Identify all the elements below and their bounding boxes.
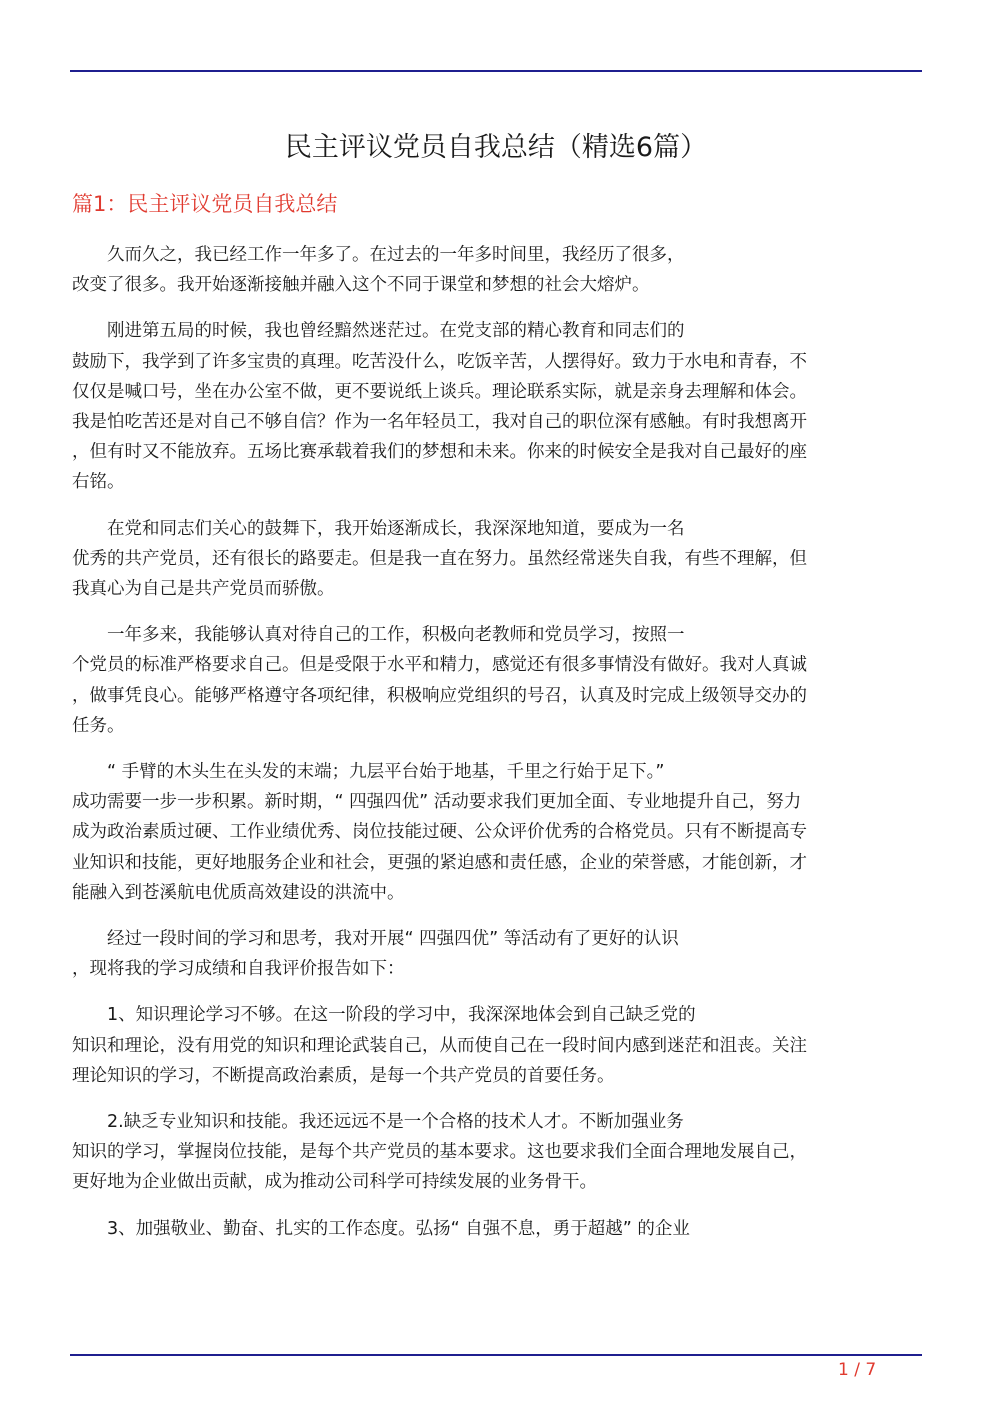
header-rule [70, 70, 922, 72]
paragraph-line: 知识的学习，掌握岗位技能，是每个共产党员的基本要求。这也要求我们全面合理地发展自己， [72, 1142, 807, 1163]
paragraph-line: 改变了很多。我开始逐渐接触并融入这个不同于课堂和梦想的社会大熔炉。 [72, 275, 650, 296]
paragraph-line: 我真心为自己是共产党员而骄傲。 [72, 579, 335, 600]
paragraph-line: 2.缺乏专业知识和技能。我还远远不是一个合格的技术人才。不断加强业务 [72, 1112, 684, 1133]
paragraph-line: “ 手臂的木头生在头发的末端；九层平台始于地基，千里之行始于足下。” [72, 762, 665, 783]
paragraph-line: 一年多来，我能够认真对待自己的工作，积极向老教师和党员学习，按照一 [72, 625, 685, 646]
paragraph [72, 757, 912, 908]
paragraph-line: 成功需要一步一步积累。新时期，“ 四强四优” 活动要求我们更加全面、专业地提升自己，努力 [72, 792, 802, 813]
paragraph [72, 240, 912, 300]
paragraph-line: 在党和同志们关心的鼓舞下，我开始逐渐成长，我深深地知道，要成为一名 [72, 518, 685, 539]
paragraph-line: ，做事凭良心。能够严格遵守各项纪律，积极响应党组织的号召，认真及时完成上级领导交办的 [72, 685, 807, 706]
paragraph-line: ，但有时又不能放弃。五场比赛承载着我们的梦想和未来。你来的时候安全是我对自己最好的座 [72, 442, 807, 463]
paragraph-line: 任务。 [72, 715, 125, 736]
paragraph-line: 理论知识的学习，不断提高政治素质，是每一个共产党员的首要任务。 [72, 1065, 615, 1086]
paragraph-line: 久而久之，我已经工作一年多了。在过去的一年多时间里，我经历了很多， [72, 245, 685, 265]
document-title: 民主评议党员自我总结（精选6篇） [284, 132, 708, 163]
section-heading: 篇1：民主评议党员自我总结 [72, 192, 338, 216]
paragraph-line: 成为政治素质过硬、工作业绩优秀、岗位技能过硬、公众评价优秀的合格党员。只有不断提高专 [72, 822, 807, 843]
paragraph-line: 鼓励下，我学到了许多宝贵的真理。吃苦没什么，吃饭辛苦，人摆得好。致力于水电和青春，不 [72, 351, 807, 372]
footer-rule [70, 1354, 922, 1356]
paragraph-line: 业知识和技能，更好地服务企业和社会，更强的紧迫感和责任感，企业的荣誉感，才能创新，才 [72, 852, 807, 873]
paragraph-line: 更好地为企业做出贡献，成为推动公司科学可持续发展的业务骨干。 [72, 1172, 597, 1193]
paragraph [72, 924, 912, 984]
paragraph [72, 1107, 912, 1198]
paragraph-line: 优秀的共产党员，还有很长的路要走。但是我一直在努力。虽然经常迷失自我，有些不理解，但 [72, 548, 807, 569]
paragraph [72, 316, 912, 497]
page-number: 1 / 7 [838, 1360, 877, 1380]
paragraph [72, 1214, 912, 1244]
document-body [72, 240, 912, 1260]
paragraph-line: 个党员的标准严格要求自己。但是受限于水平和精力，感觉还有很多事情没有做好。我对人真诚 [72, 655, 807, 676]
paragraph-line: 能融入到苍溪航电优质高效建设的洪流中。 [72, 882, 405, 903]
paragraph [72, 514, 912, 605]
paragraph-line: ，现将我的学习成绩和自我评价报告如下： [72, 959, 405, 980]
paragraph-line: 仅仅是喊口号，坐在办公室不做，更不要说纸上谈兵。理论联系实际，就是亲身去理解和体会。 [72, 381, 807, 402]
paragraph-line: 右铭。 [72, 472, 125, 493]
paragraph-line: 刚进第五局的时候，我也曾经黯然迷茫过。在党支部的精心教育和同志们的 [72, 321, 685, 342]
paragraph-line: 3、加强敬业、勤奋、扎实的工作态度。弘扬“ 自强不息，勇于超越” 的企业 [72, 1218, 690, 1239]
paragraph-line: 知识和理论，没有用党的知识和理论武装自己，从而使自己在一段时间内感到迷茫和沮丧。关注 [72, 1035, 807, 1056]
paragraph-line: 我是怕吃苦还是对自己不够自信？作为一名年轻员工，我对自己的职位深有感触。有时我想离开 [72, 412, 807, 433]
paragraph [72, 1000, 912, 1091]
paragraph-line: 1、知识理论学习不够。在这一阶段的学习中，我深深地体会到自己缺乏党的 [72, 1005, 696, 1026]
paragraph [72, 620, 912, 741]
paragraph-line: 经过一段时间的学习和思考，我对开展“ 四强四优” 等活动有了更好的认识 [72, 929, 679, 950]
